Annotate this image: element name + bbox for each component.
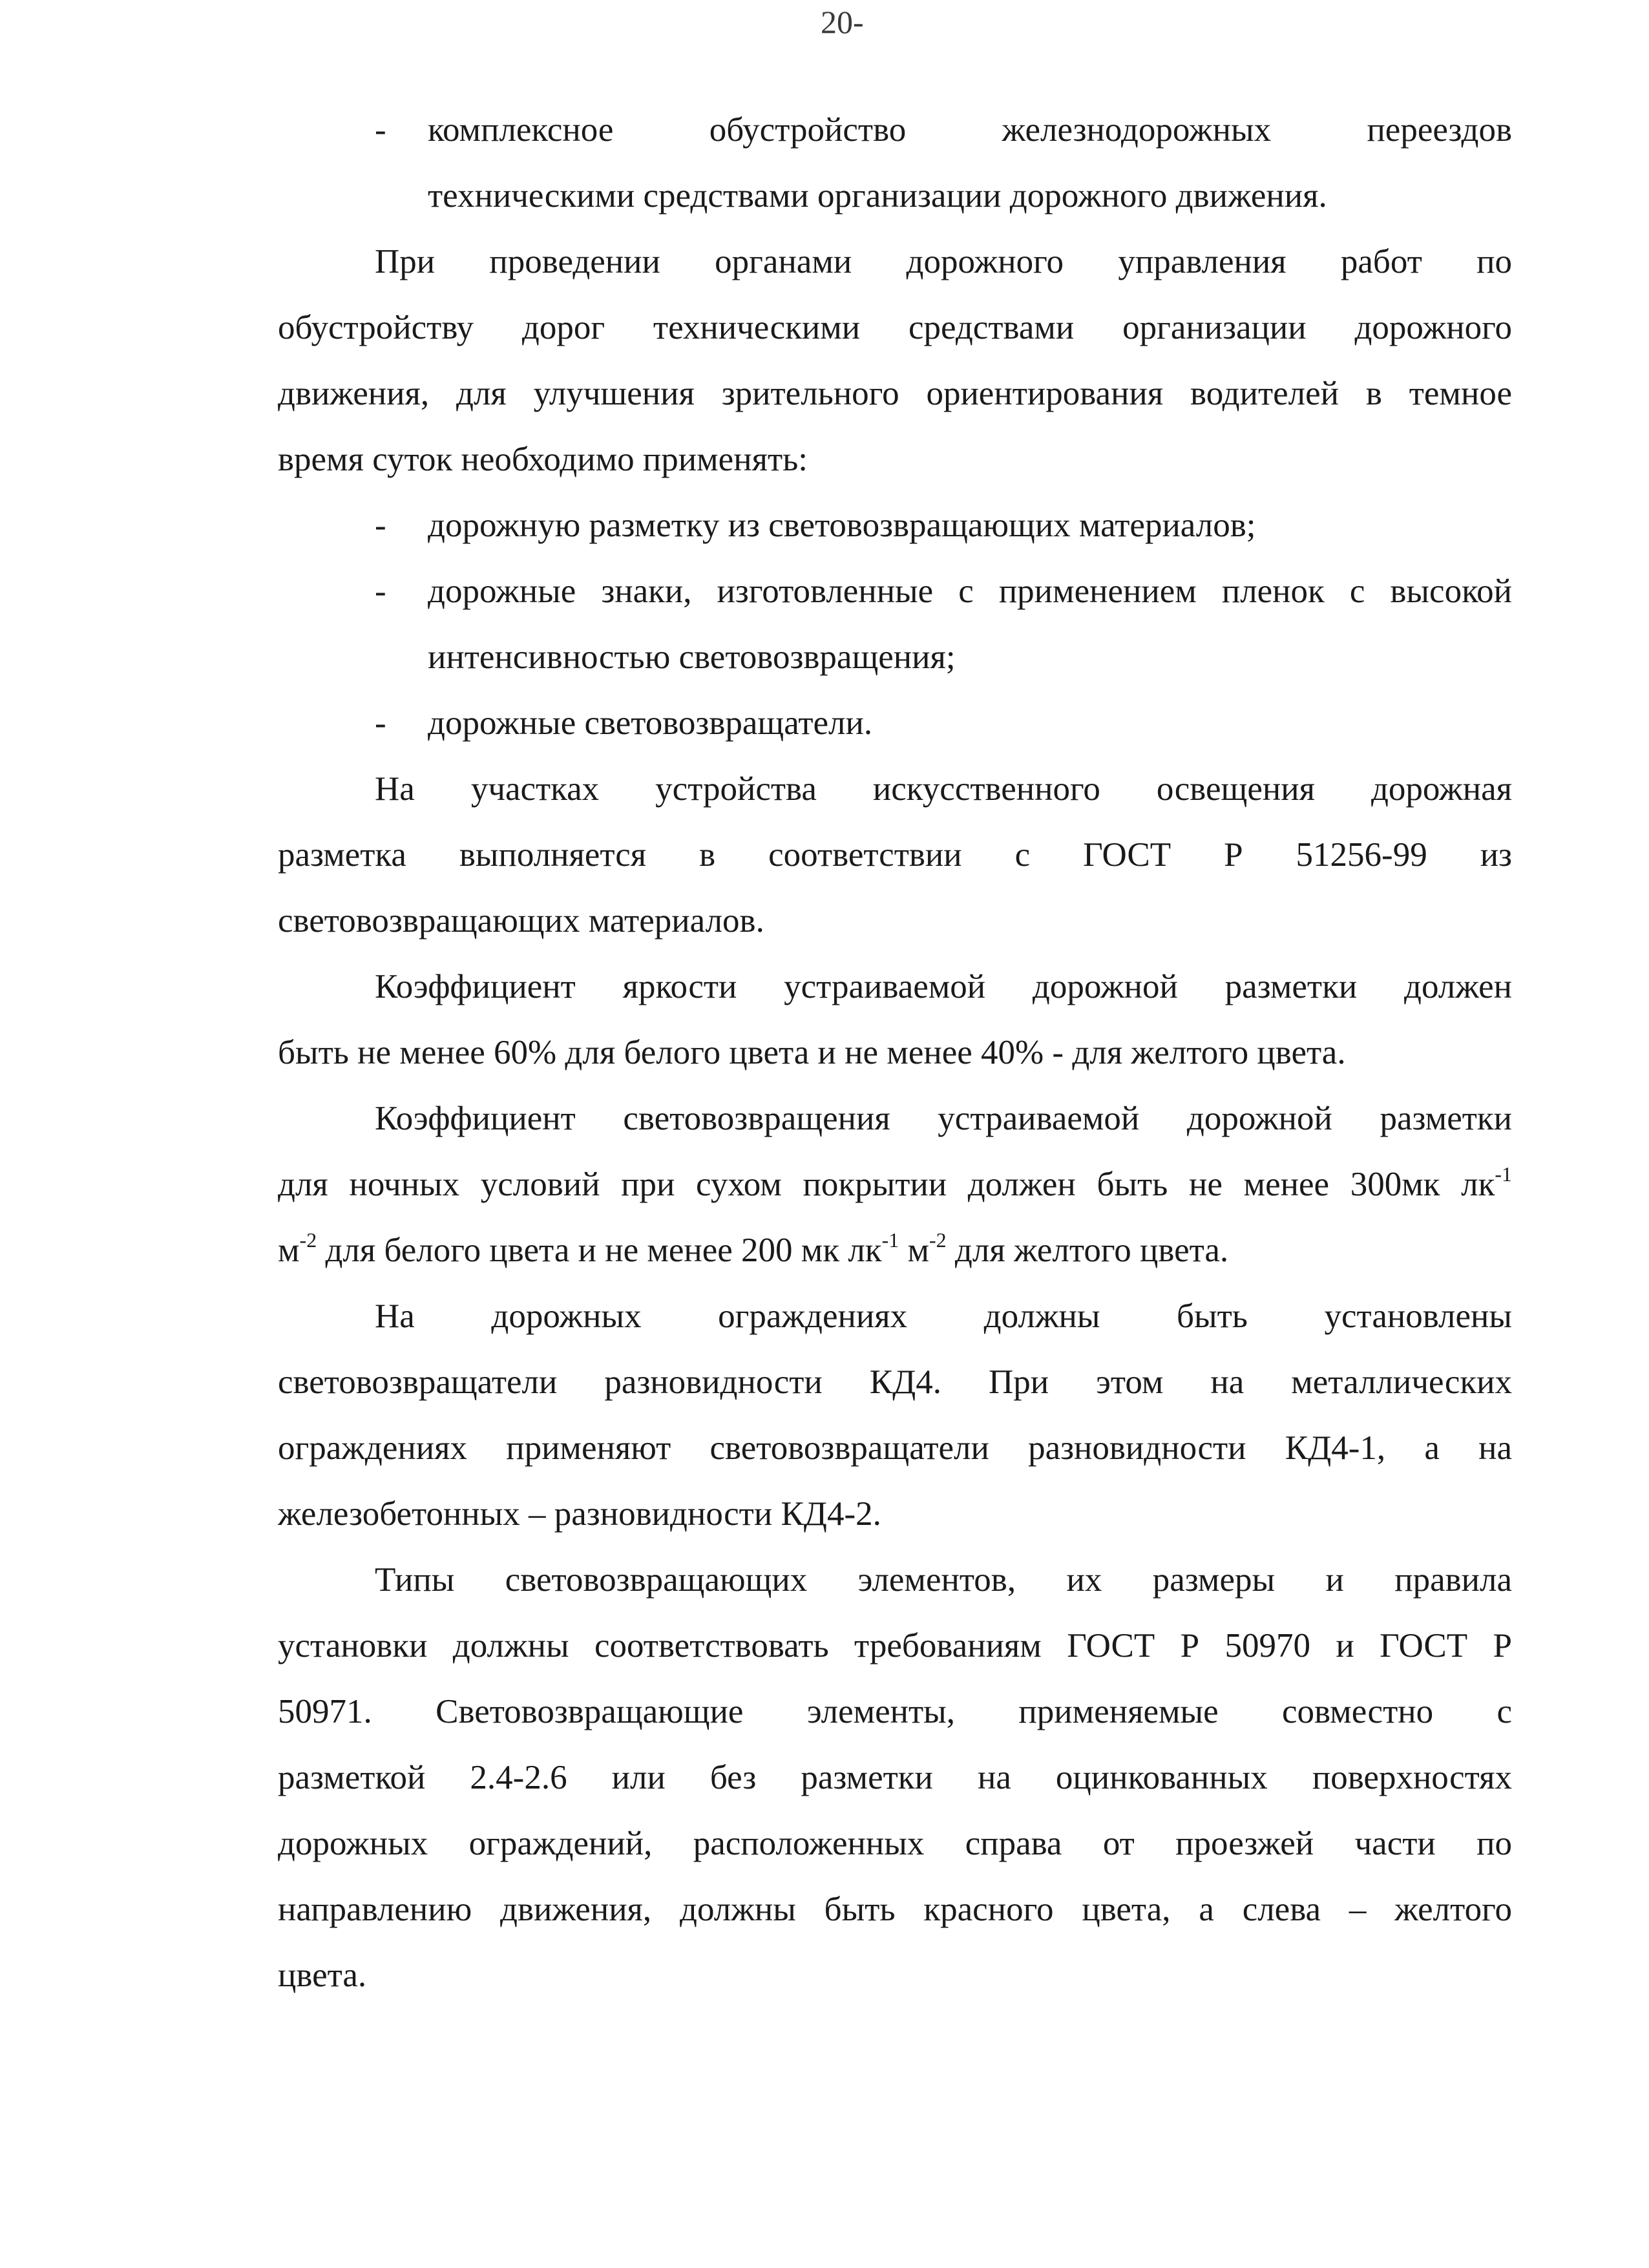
paragraph-line: разметка выполняется в соответствии с ГОСТ Р 51256-99 из xyxy=(278,836,1512,874)
paragraph-line: установки должны соответствовать требованиям ГОСТ Р 50970 и ГОСТ Р xyxy=(278,1627,1512,1664)
bullet-item-railway-cont: техническими средствами организации дорожного движения. xyxy=(428,177,1327,215)
paragraph-line: Коэффициент световозвращения устраиваемой дорожной разметки xyxy=(375,1100,1512,1137)
paragraph-line: железобетонных – разновидности КД4-2. xyxy=(278,1495,881,1533)
bullet-dash: - xyxy=(375,111,386,149)
paragraph-line: обустройству дорог техническими средствами организации дорожного xyxy=(278,309,1512,346)
paragraph-line: световозвращатели разновидности КД4. При этом на металлических xyxy=(278,1363,1512,1401)
paragraph-line: дорожных ограждений, расположенных справа от проезжей части по xyxy=(278,1825,1512,1862)
bullet-dash: - xyxy=(375,507,386,544)
paragraph-line: время суток необходимо применять: xyxy=(278,441,808,478)
superscript: -2 xyxy=(299,1228,317,1252)
bullet-item-signs: - дорожные знаки, изготовленные с применением пленок с высокой xyxy=(278,558,1512,624)
paragraph-line: для ночных условий при сухом покрытии должен быть не менее 300мк $лк^{-1}$ xyxy=(278,1162,1512,1203)
bullet-item-reflectors: - дорожные световозвращатели. xyxy=(278,690,1512,756)
bullet-item-signs-cont: интенсивностью световозвращения; xyxy=(428,638,956,676)
bullet-dash: - xyxy=(375,704,386,742)
paragraph-line: При проведении органами дорожного управления работ по xyxy=(375,243,1512,280)
paragraph-line: направлению движения, должны быть красного цвета, а слева – желтого xyxy=(278,1891,1512,1928)
superscript: -1 xyxy=(1495,1162,1512,1186)
superscript: -1 xyxy=(881,1228,899,1252)
body-text xyxy=(278,97,1512,2008)
paragraph-line: световозвращающих материалов. xyxy=(278,902,764,940)
paragraph-line: На дорожных ограждениях должны быть установлены xyxy=(375,1297,1512,1335)
paragraph-line: Типы световозвращающих элементов, их размеры и правила xyxy=(375,1561,1512,1599)
bullet-dash: - xyxy=(375,572,386,610)
bullet-item-marking: - дорожную разметку из световозвращающих материалов; xyxy=(278,492,1512,558)
paragraph-line: $м^{-2}$ для белого цвета и не менее 200 мк $лк^{-1}$ $м^{-2}$ для желтого цвета. xyxy=(278,1228,1229,1269)
bullet-item-railway: - комплексное обустройство железнодорожных переездов xyxy=(278,97,1512,163)
paragraph-line: ограждениях применяют световозвращатели разновидности КД4-1, а на xyxy=(278,1429,1512,1467)
paragraph-line: быть не менее 60% для белого цвета и не менее 40% - для желтого цвета. xyxy=(278,1034,1346,1071)
superscript: -2 xyxy=(929,1228,947,1252)
paragraph-line: движения, для улучшения зрительного ориентирования водителей в темное xyxy=(278,375,1512,412)
paragraph-line: разметкой 2.4-2.6 или без разметки на оцинкованных поверхностях xyxy=(278,1759,1512,1796)
paragraph-line: Коэффициент яркости устраиваемой дорожной разметки должен xyxy=(375,968,1512,1005)
paragraph-line: 50971. Световозвращающие элементы, применяемые совместно с xyxy=(278,1693,1512,1730)
page-number: 20- xyxy=(821,4,864,40)
paragraph-line: На участках устройства искусственного освещения дорожная xyxy=(375,770,1512,808)
paragraph-line: цвета. xyxy=(278,1957,367,1994)
